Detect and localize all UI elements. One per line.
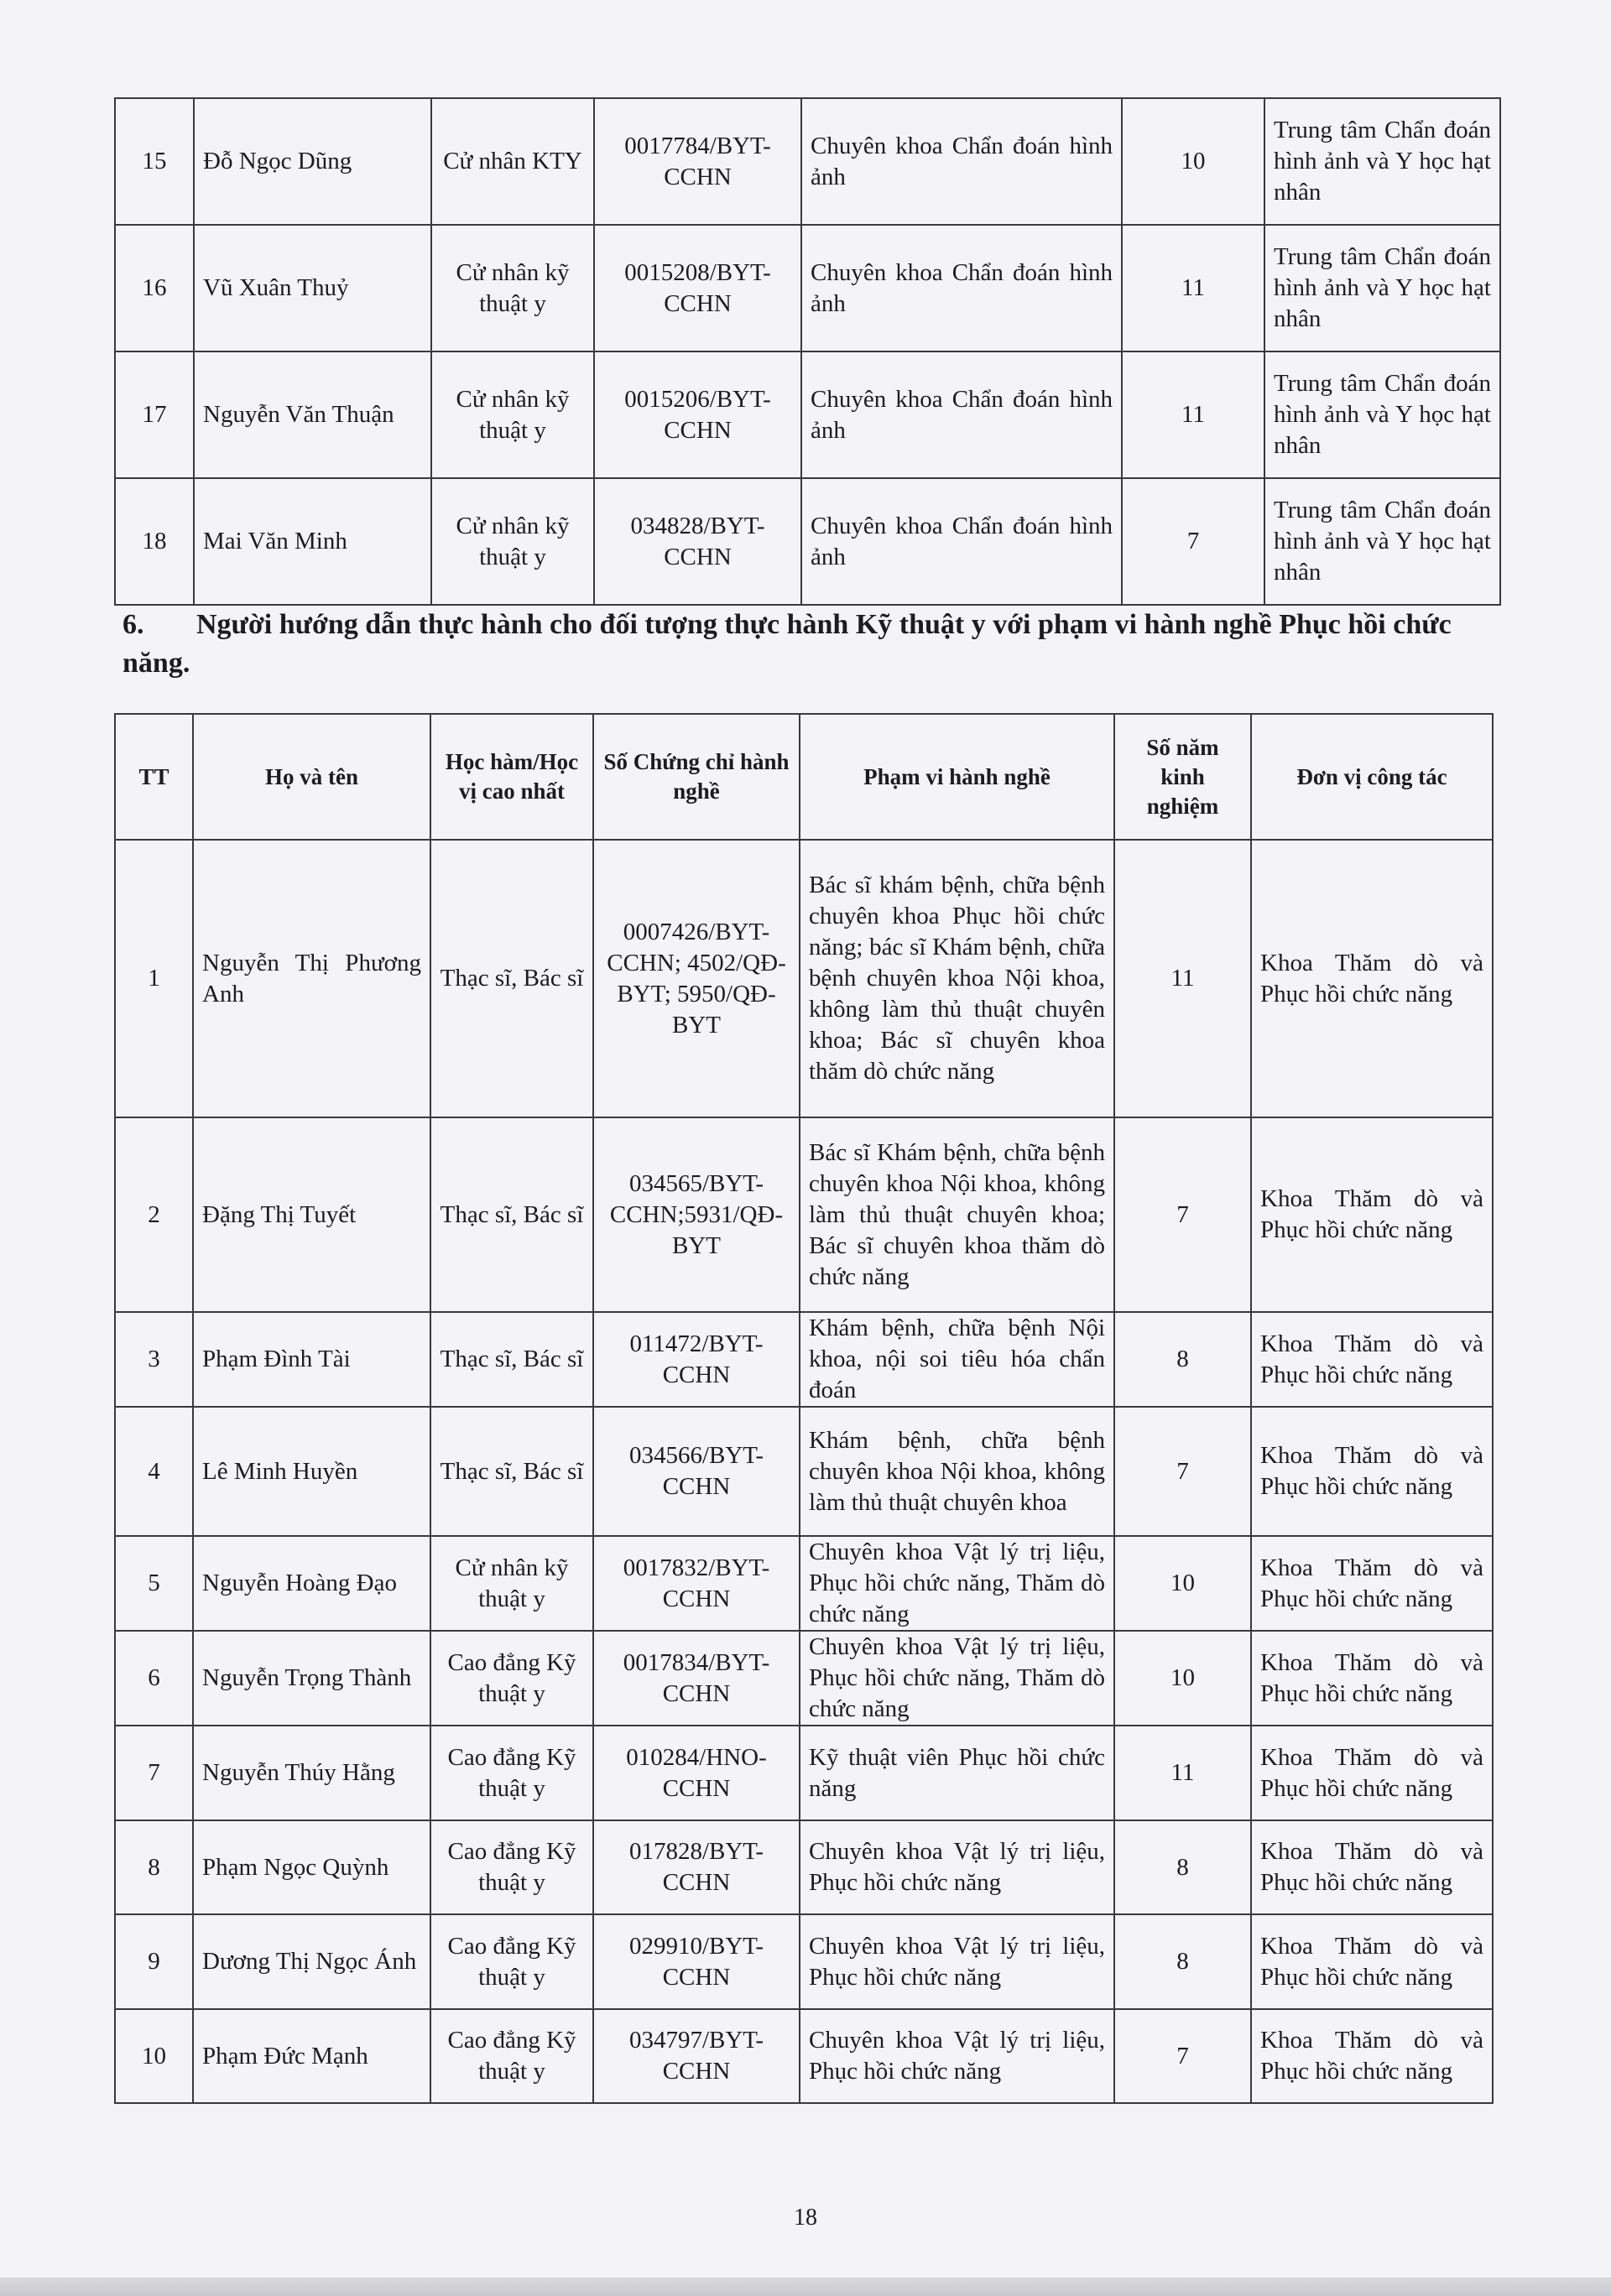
work-unit: Trung tâm Chẩn đoán hình ảnh và Y học hạt nhân <box>1264 478 1500 605</box>
certificate-number: 0015206/BYT-CCHN <box>594 351 801 478</box>
practice-scope: Khám bệnh, chữa bệnh chuyên khoa Nội khoa, không làm thủ thuật chuyên khoa <box>800 1407 1114 1536</box>
practice-scope: Bác sĩ khám bệnh, chữa bệnh chuyên khoa Phục hồi chức năng; bác sĩ Khám bệnh, chữa bệnh chuyên khoa Nội khoa, không làm thủ thuật chuyên khoa; Bác sĩ chuyên khoa thăm dò chức năng <box>800 840 1114 1117</box>
row-number: 5 <box>115 1536 193 1631</box>
table-row <box>115 1407 1493 1536</box>
person-name: Phạm Đức Mạnh <box>193 2009 430 2103</box>
work-unit: Khoa Thăm dò và Phục hồi chức năng <box>1251 1312 1493 1407</box>
person-name: Nguyễn Thúy Hằng <box>193 1726 430 1820</box>
years-experience: 10 <box>1114 1536 1251 1631</box>
table-row <box>115 351 1500 478</box>
practice-scope: Chuyên khoa Vật lý trị liệu, Phục hồi chức năng, Thăm dò chức năng <box>800 1536 1114 1631</box>
person-name: Nguyễn Văn Thuận <box>194 351 431 478</box>
table-row <box>115 1726 1493 1820</box>
work-unit: Khoa Thăm dò và Phục hồi chức năng <box>1251 1820 1493 1914</box>
years-experience: 8 <box>1114 1914 1251 2009</box>
work-unit: Khoa Thăm dò và Phục hồi chức năng <box>1251 1726 1493 1820</box>
degree: Cao đẳng Kỹ thuật y <box>430 2009 593 2103</box>
header-unit: Đơn vị công tác <box>1251 714 1493 840</box>
work-unit: Trung tâm Chẩn đoán hình ảnh và Y học hạt nhân <box>1264 225 1500 351</box>
certificate-number: 017828/BYT-CCHN <box>593 1820 800 1914</box>
practice-scope: Chuyên khoa Chẩn đoán hình ảnh <box>801 478 1122 605</box>
table-row <box>115 2009 1493 2103</box>
degree: Thạc sĩ, Bác sĩ <box>430 1407 593 1536</box>
years-experience: 11 <box>1122 225 1264 351</box>
table-row <box>115 1536 1493 1631</box>
practice-scope: Chuyên khoa Chẩn đoán hình ảnh <box>801 225 1122 351</box>
header-no: TT <box>115 714 193 840</box>
table-row <box>115 1914 1493 2009</box>
certificate-number: 029910/BYT-CCHN <box>593 1914 800 2009</box>
row-number: 15 <box>115 98 194 225</box>
certificate-number: 0007426/BYT-CCHN; 4502/QĐ-BYT; 5950/QĐ-BYT <box>593 840 800 1117</box>
certificate-number: 0015208/BYT-CCHN <box>594 225 801 351</box>
header-years: Số năm kinh nghiệm <box>1114 714 1251 840</box>
degree: Cử nhân KTY <box>431 98 594 225</box>
certificate-number: 0017832/BYT-CCHN <box>593 1536 800 1631</box>
work-unit: Khoa Thăm dò và Phục hồi chức năng <box>1251 840 1493 1117</box>
degree: Thạc sĩ, Bác sĩ <box>430 1117 593 1312</box>
degree: Cao đẳng Kỹ thuật y <box>430 1631 593 1726</box>
work-unit: Trung tâm Chẩn đoán hình ảnh và Y học hạt nhân <box>1264 351 1500 478</box>
degree: Thạc sĩ, Bác sĩ <box>430 1312 593 1407</box>
certificate-number: 034828/BYT-CCHN <box>594 478 801 605</box>
degree: Cử nhân kỹ thuật y <box>430 1536 593 1631</box>
page-number: 18 <box>794 2205 817 2231</box>
table-row <box>115 1820 1493 1914</box>
practice-scope: Chuyên khoa Vật lý trị liệu, Phục hồi chức năng <box>800 2009 1114 2103</box>
person-name: Nguyễn Trọng Thành <box>193 1631 430 1726</box>
section-number: 6. <box>123 609 144 640</box>
person-name: Đỗ Ngọc Dũng <box>194 98 431 225</box>
degree: Cao đẳng Kỹ thuật y <box>430 1914 593 2009</box>
table-row <box>115 840 1493 1117</box>
work-unit: Trung tâm Chẩn đoán hình ảnh và Y học hạt nhân <box>1264 98 1500 225</box>
person-name: Đặng Thị Tuyết <box>193 1117 430 1312</box>
header-cert: Số Chứng chỉ hành nghề <box>593 714 800 840</box>
certificate-number: 034565/BYT-CCHN;5931/QĐ-BYT <box>593 1117 800 1312</box>
practice-scope: Bác sĩ Khám bệnh, chữa bệnh chuyên khoa Nội khoa, không làm thủ thuật chuyên khoa; Bác sĩ chuyên khoa thăm dò chức năng <box>800 1117 1114 1312</box>
years-experience: 7 <box>1114 1407 1251 1536</box>
person-name: Lê Minh Huyền <box>193 1407 430 1536</box>
row-number: 7 <box>115 1726 193 1820</box>
row-number: 9 <box>115 1914 193 2009</box>
header-name: Họ và tên <box>193 714 430 840</box>
certificate-number: 011472/BYT-CCHN <box>593 1312 800 1407</box>
person-name: Vũ Xuân Thuỷ <box>194 225 431 351</box>
section-heading <box>123 606 1507 683</box>
table-row <box>115 1312 1493 1407</box>
degree: Cử nhân kỹ thuật y <box>431 478 594 605</box>
row-number: 18 <box>115 478 194 605</box>
work-unit: Khoa Thăm dò và Phục hồi chức năng <box>1251 1117 1493 1312</box>
person-name: Nguyễn Hoàng Đạo <box>193 1536 430 1631</box>
practice-scope: Chuyên khoa Chẩn đoán hình ảnh <box>801 351 1122 478</box>
degree: Cao đẳng Kỹ thuật y <box>430 1726 593 1820</box>
years-experience: 11 <box>1122 351 1264 478</box>
person-name: Phạm Ngọc Quỳnh <box>193 1820 430 1914</box>
header-scope: Phạm vi hành nghề <box>800 714 1114 840</box>
table-row <box>115 1117 1493 1312</box>
practice-scope: Kỹ thuật viên Phục hồi chức năng <box>800 1726 1114 1820</box>
table-row <box>115 98 1500 225</box>
continuation-table <box>114 97 1501 606</box>
certificate-number: 0017834/BYT-CCHN <box>593 1631 800 1726</box>
work-unit: Khoa Thăm dò và Phục hồi chức năng <box>1251 1631 1493 1726</box>
years-experience: 8 <box>1114 1312 1251 1407</box>
certificate-number: 010284/HNO-CCHN <box>593 1726 800 1820</box>
person-name: Mai Văn Minh <box>194 478 431 605</box>
years-experience: 8 <box>1114 1820 1251 1914</box>
degree: Cao đẳng Kỹ thuật y <box>430 1820 593 1914</box>
work-unit: Khoa Thăm dò và Phục hồi chức năng <box>1251 2009 1493 2103</box>
years-experience: 11 <box>1114 840 1251 1117</box>
certificate-number: 034797/BYT-CCHN <box>593 2009 800 2103</box>
row-number: 17 <box>115 351 194 478</box>
degree: Cử nhân kỹ thuật y <box>431 225 594 351</box>
row-number: 10 <box>115 2009 193 2103</box>
table-row <box>115 478 1500 605</box>
person-name: Nguyễn Thị Phương Anh <box>193 840 430 1117</box>
practice-scope: Chuyên khoa Vật lý trị liệu, Phục hồi chức năng <box>800 1820 1114 1914</box>
practice-scope: Khám bệnh, chữa bệnh Nội khoa, nội soi tiêu hóa chẩn đoán <box>800 1312 1114 1407</box>
header-degree: Học hàm/Học vị cao nhất <box>430 714 593 840</box>
work-unit: Khoa Thăm dò và Phục hồi chức năng <box>1251 1914 1493 2009</box>
practice-scope: Chuyên khoa Vật lý trị liệu, Phục hồi chức năng <box>800 1914 1114 2009</box>
years-experience: 7 <box>1114 2009 1251 2103</box>
certificate-number: 034566/BYT-CCHN <box>593 1407 800 1536</box>
table-header-row <box>115 714 1493 840</box>
row-number: 3 <box>115 1312 193 1407</box>
scan-edge <box>0 2278 1611 2296</box>
section-title: Người hướng dẫn thực hành cho đối tượng thực hành Kỹ thuật y với phạm vi hành nghề Phục hồi chức năng. <box>123 609 1452 679</box>
row-number: 6 <box>115 1631 193 1726</box>
years-experience: 10 <box>1122 98 1264 225</box>
degree: Thạc sĩ, Bác sĩ <box>430 840 593 1117</box>
row-number: 4 <box>115 1407 193 1536</box>
degree: Cử nhân kỹ thuật y <box>431 351 594 478</box>
row-number: 8 <box>115 1820 193 1914</box>
years-experience: 7 <box>1122 478 1264 605</box>
years-experience: 11 <box>1114 1726 1251 1820</box>
years-experience: 7 <box>1114 1117 1251 1312</box>
certificate-number: 0017784/BYT-CCHN <box>594 98 801 225</box>
practice-scope: Chuyên khoa Chẩn đoán hình ảnh <box>801 98 1122 225</box>
row-number: 2 <box>115 1117 193 1312</box>
row-number: 1 <box>115 840 193 1117</box>
practice-scope: Chuyên khoa Vật lý trị liệu, Phục hồi chức năng, Thăm dò chức năng <box>800 1631 1114 1726</box>
person-name: Dương Thị Ngọc Ánh <box>193 1914 430 2009</box>
years-experience: 10 <box>1114 1631 1251 1726</box>
table-row <box>115 1631 1493 1726</box>
table-row <box>115 225 1500 351</box>
work-unit: Khoa Thăm dò và Phục hồi chức năng <box>1251 1407 1493 1536</box>
person-name: Phạm Đình Tài <box>193 1312 430 1407</box>
row-number: 16 <box>115 225 194 351</box>
instructors-table <box>114 713 1494 2104</box>
work-unit: Khoa Thăm dò và Phục hồi chức năng <box>1251 1536 1493 1631</box>
